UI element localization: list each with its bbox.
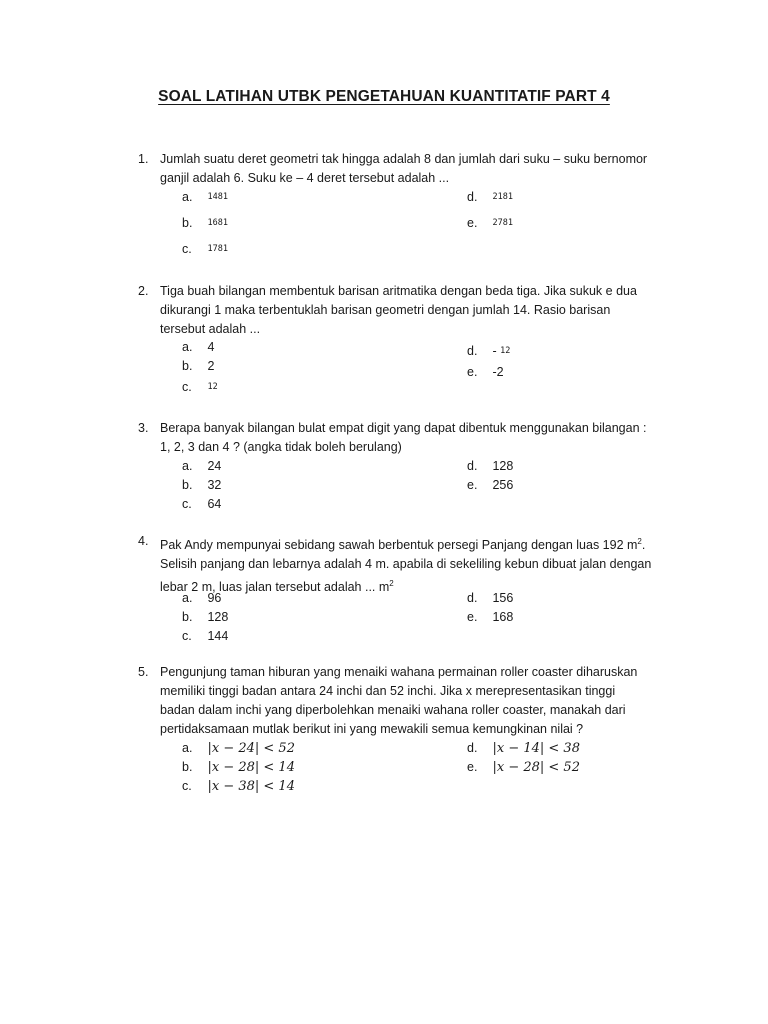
option-c: c. 12 (182, 380, 218, 394)
option-a: a. 24 (182, 459, 222, 474)
option-e: e. -2 (467, 365, 504, 380)
option-d: d. - 12 (467, 344, 511, 359)
question-text: Pak Andy mempunyai sebidang sawah berbentuk persegi Panjang dengan luas 192 $m^2$. Selisih panjang dan lebarnya adalah 4 m. apabila di sekeliling kebun dibuat jalan dengan lebar 2 m, luas jalan tersebut adalah ... $m^2$ (160, 537, 652, 595)
option-b: b. |x − 28| < 14 (182, 760, 295, 776)
fraction: 1481 (207, 192, 228, 203)
option-c: c. 144 (182, 629, 229, 644)
fraction: 12 (207, 382, 218, 393)
fraction: 2181 (492, 192, 513, 203)
option-d: d. |x − 14| < 38 (467, 741, 580, 757)
fraction: 1781 (207, 244, 228, 255)
option-e: e. 256 (467, 478, 514, 493)
option-e: e. |x − 28| < 52 (467, 760, 580, 776)
option-b: b. 128 (182, 610, 229, 625)
question-number: 5. (138, 665, 149, 679)
question-number: 2. (138, 284, 149, 298)
option-b: b. 32 (182, 478, 222, 493)
question-text: Jumlah suatu deret geometri tak hingga adalah 8 dan jumlah dari suku – suku bernomor ganjil adalah 6. Suku ke – 4 deret tersebut adalah ... (160, 152, 648, 185)
option-e: e. 2781 (467, 216, 513, 230)
option-d: d. 128 (467, 459, 514, 474)
question-text: Berapa banyak bilangan bulat empat digit yang dapat dibentuk menggunakan bilangan : 1, 2, 3 dan 4 ? (angka tidak boleh berulang) (160, 421, 647, 454)
fraction: 1681 (207, 218, 228, 229)
option-c: c. |x − 38| < 14 (182, 779, 295, 795)
question-text: Pengunjung taman hiburan yang menaiki wahana permainan roller coaster diharuskan memiliki tinggi badan antara 24 inchi dan 52 inchi. Jika x merepresentasikan tinggi badan dalam inchi yang diperbolehkan menaiki wahana roller coaster, manakah dari pertidaksamaan mutlak berikut ini yang mewakili semua kemungkinan nilai ? (160, 665, 638, 736)
option-c: c. 1781 (182, 242, 228, 256)
fraction: 2781 (492, 218, 513, 229)
option-a: a. 1481 (182, 190, 228, 204)
option-a: a. 4 (182, 340, 215, 355)
option-b: b. 1681 (182, 216, 228, 230)
option-d: d. 2181 (467, 190, 513, 204)
question-number: 1. (138, 152, 149, 166)
option-a: a. |x − 24| < 52 (182, 741, 295, 757)
option-d: d. 156 (467, 591, 514, 606)
question-number: 4. (138, 534, 149, 548)
fraction: 12 (500, 346, 511, 357)
option-b: b. 2 (182, 359, 215, 374)
option-c: c. 64 (182, 497, 222, 512)
page-title: SOAL LATIHAN UTBK PENGETAHUAN KUANTITATIF PART 4 (158, 88, 610, 105)
option-a: a. 96 (182, 591, 222, 606)
question-text: Tiga buah bilangan membentuk barisan aritmatika dengan beda tiga. Jika sukuk e dua dikurangi 1 maka terbentuklah barisan geometri dengan jumlah 14. Rasio barisan tersebut adalah ... (160, 284, 637, 336)
question-number: 3. (138, 421, 149, 435)
option-e: e. 168 (467, 610, 514, 625)
